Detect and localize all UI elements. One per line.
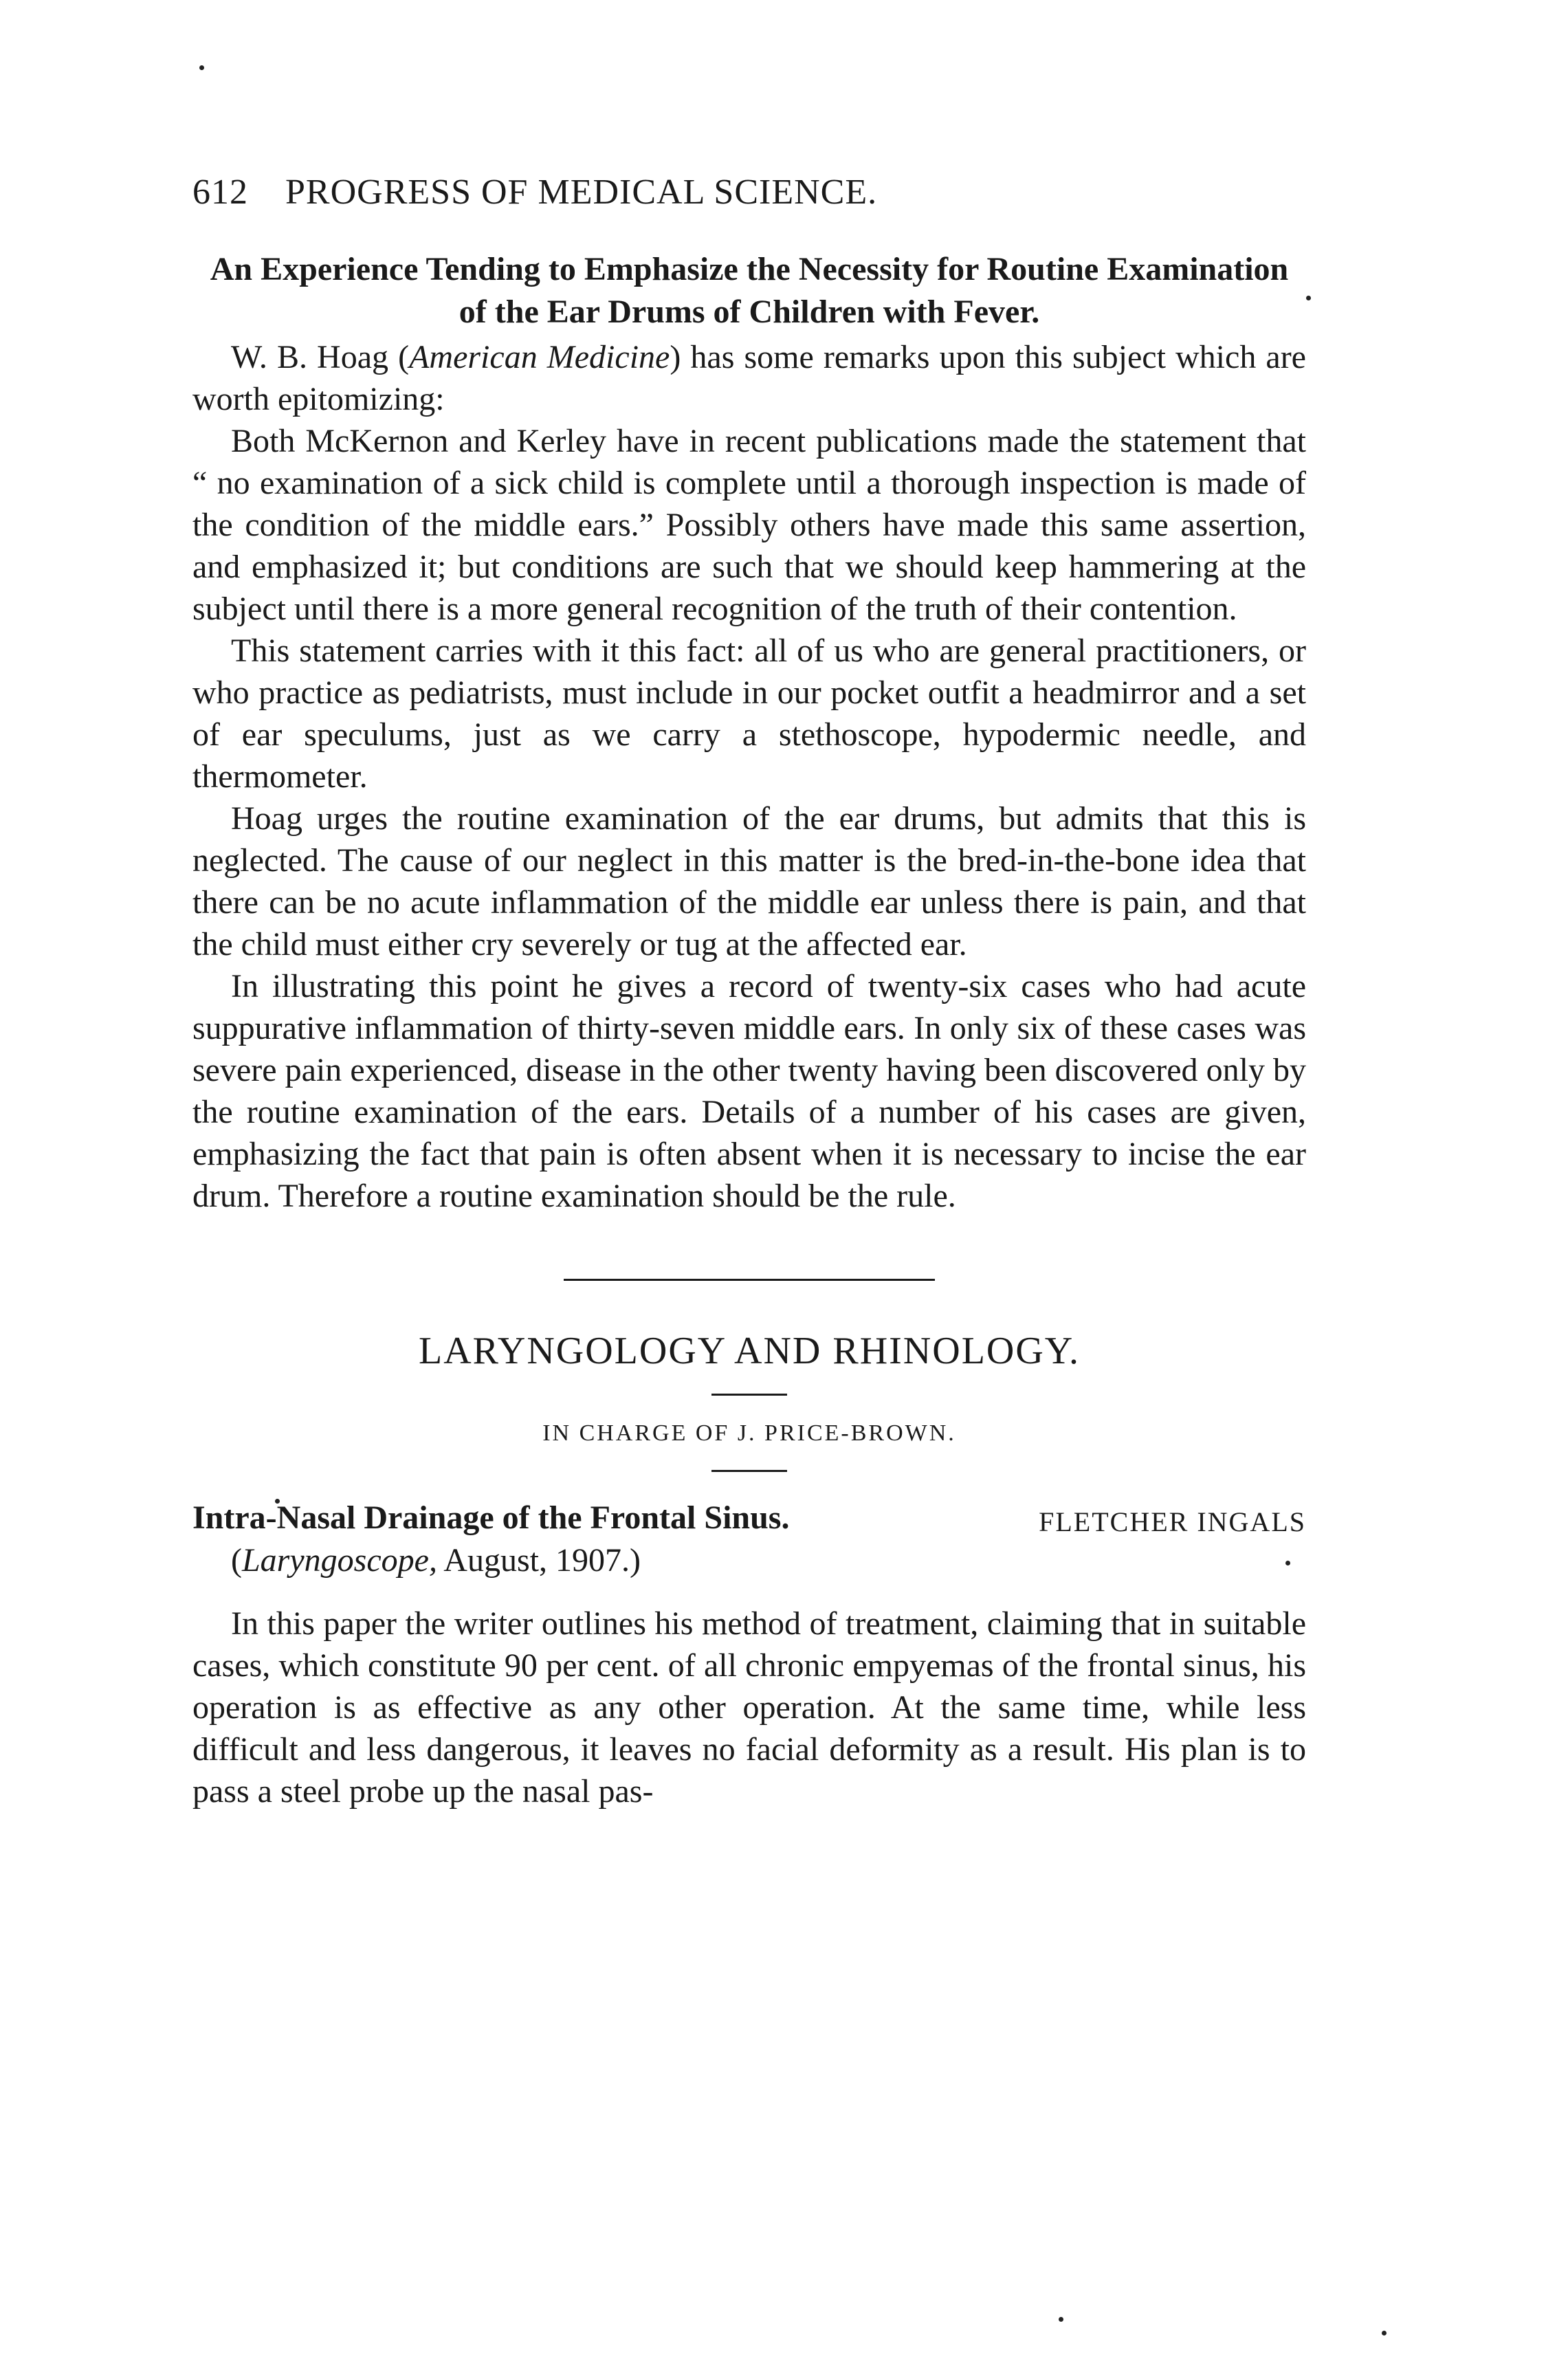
article-author: FLETCHER INGALS xyxy=(1039,1506,1306,1537)
article-heading xyxy=(192,1497,1306,1582)
section-divider xyxy=(564,1279,935,1281)
paragraph: In this paper the writer outlines his method of treatment, claiming that in suitable cases, which constitute 90 per cent. of all chronic empyemas of the frontal sinus, his operation is as effective as any other operation. At the same time, while less difficult and less dangerous, it leaves no facial deformity as a result. His plan is to pass a steel probe up the nasal pas- xyxy=(192,1605,1306,1810)
article-title: An Experience Tending to Emphasize the Necessity for Routine Examination of the Ear Drums of Children with Fever. xyxy=(210,251,1289,330)
journal-source: American Medicine xyxy=(409,339,670,375)
article-source xyxy=(192,1539,1306,1582)
article-title: Intra-Nasal Drainage of the Frontal Sinus. xyxy=(192,1499,790,1536)
speck xyxy=(199,65,204,70)
speck xyxy=(1306,296,1311,300)
author-citation: W. B. Hoag ( xyxy=(231,339,410,375)
section-title: LARYNGOLOGY AND RHINOLOGY. xyxy=(419,1330,1080,1372)
paren: ( xyxy=(231,1542,242,1579)
journal-title: PROGRESS OF MEDICAL SCIENCE. xyxy=(285,173,878,212)
running-head xyxy=(192,172,1306,212)
page-number: 612 xyxy=(192,173,248,212)
paragraph: This statement carries with it this fact: all of us who are general practitioners, or who practice as pediatrists, must include in our pocket outfit a headmirror and a set of ear speculums, just as we carry a stethoscope, hypodermic needle, and thermometer. xyxy=(192,633,1306,795)
paragraph: Hoag urges the routine examination of the ear drums, but admits that this is neglected. The cause of our neglect in this matter is the bred-in-the-bone idea that there can be no acute inflammation of the middle ear unless there is pain, and that the child must either cry severely or tug at the affected ear. xyxy=(192,800,1306,963)
paragraph: In illustrating this point he gives a record of twenty-six cases who had acute suppurative inflammation of thirty-seven middle ears. In only six of these cases was severe pain experienced, disease in the other twenty having been discovered only by the routine examination of the ears. Details of a number of his cases are given, emphasizing the fact that pain is often absent when it is necessary to incise the ear drum. Therefore a routine examination should be the rule. xyxy=(192,968,1306,1214)
paragraph xyxy=(192,336,1306,420)
paragraph-text: ) has some remarks upon this subject which are worth epitomizing: xyxy=(192,339,1306,417)
section-editor: IN CHARGE OF J. PRICE-BROWN. xyxy=(542,1420,956,1446)
title-rule xyxy=(711,1394,787,1396)
title-rule xyxy=(711,1470,787,1472)
source-date: August, 1907.) xyxy=(437,1542,641,1579)
page xyxy=(192,172,1306,1812)
paragraph: Both McKernon and Kerley have in recent publications made the statement that “ no examination of a sick child is complete until a thorough inspection is made of the condition of the middle ears.” Possibly others have made this same assertion, and emphasized it; but conditions are such that we should keep hammering at the subject until there is a more general recognition of the truth of their contention. xyxy=(192,423,1306,627)
journal-name: Laryngoscope, xyxy=(241,1542,437,1579)
speck xyxy=(1382,2331,1387,2335)
speck xyxy=(1059,2317,1063,2322)
